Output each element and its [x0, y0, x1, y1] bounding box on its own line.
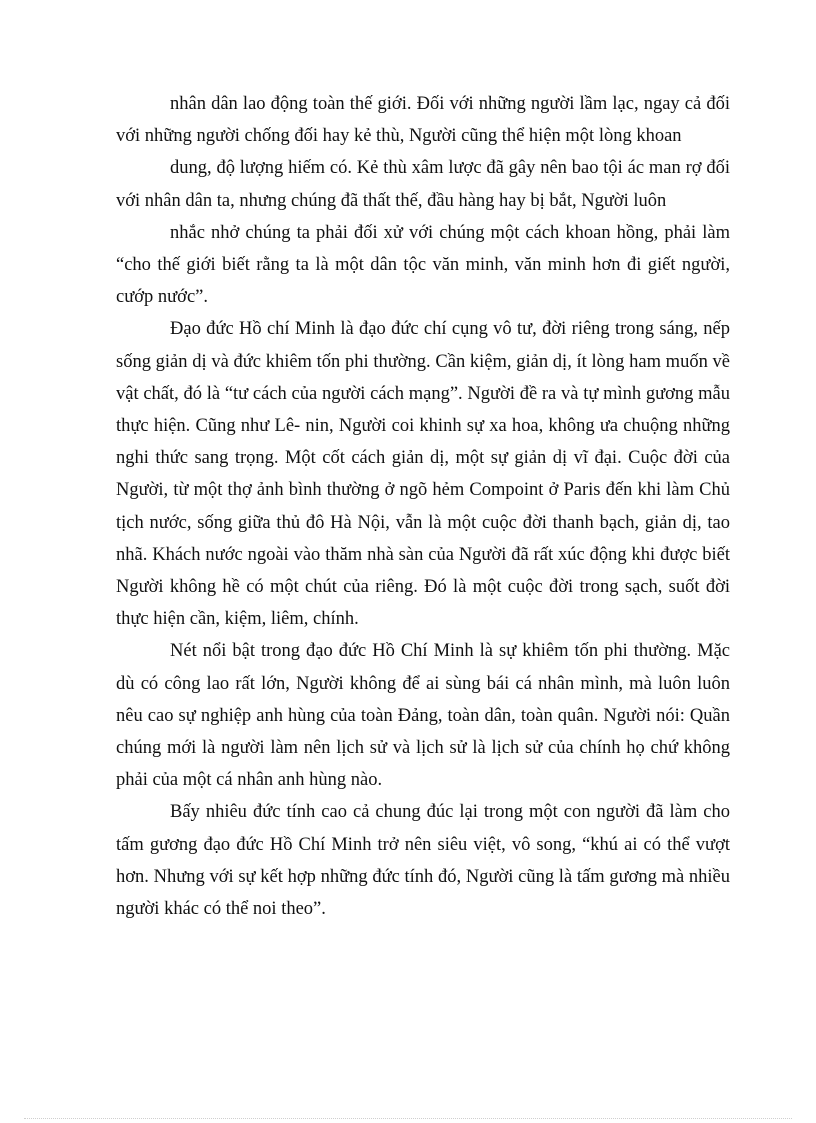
- page-bottom-divider: [24, 1118, 792, 1119]
- paragraph-5: Nét nổi bật trong đạo đức Hồ Chí Minh là sự khiêm tốn phi thường. Mặc dù có công lao rất lớn, Người không để ai sùng bái cá nhân mình, mà luôn luôn nêu cao sự nghiệp anh hùng của toàn Đảng, toàn dân, toàn quân. Người nói: Quần chúng mới là người làm nên lịch sử và lịch sử là lịch sử của chính họ chứ không phải của một cá nhân anh hùng nào.: [116, 641, 730, 791]
- body-text: [116, 88, 730, 925]
- paragraph-2: dung, độ lượng hiếm có. Kẻ thù xâm lược đã gây nên bao tội ác man rợ đối với nhân dân ta, nhưng chúng đã thất thế, đầu hàng hay bị bắt, Người luôn: [116, 158, 730, 211]
- paragraph-6: Bấy nhiêu đức tính cao cả chung đúc lại trong một con người đã làm cho tấm gương đạo đức Hồ Chí Minh trở nên siêu việt, vô song, “khú ai có thể vượt hơn. Nhưng với sự kết hợp những đức tính đó, Người cũng là tấm gương mà nhiều người khác có thể noi theo”.: [116, 802, 730, 920]
- paragraph-3: nhắc nhở chúng ta phải đối xử với chúng một cách khoan hồng, phải làm “cho thế giới biết rằng ta là một dân tộc văn minh, văn minh hơn đi giết người, cướp nước”.: [116, 222, 730, 308]
- paragraph-4: Đạo đức Hồ chí Minh là đạo đức chí cụng vô tư, đời riêng trong sáng, nếp sống giản dị và đức khiêm tốn phi thường. Cần kiệm, giản dị, ít lòng ham muốn về vật chất, đó là “tư cách của người cách mạng”. Người đề ra và tự mình gương mẫu thực hiện. Cũng như Lê- nin, Người coi khinh sự xa hoa, không ưa chuộng những nghi thức sang trọng. Một cốt cách giản dị, một sự giản dị vĩ đại. Cuộc đời của Người, từ một thợ ảnh bình thường ở ngõ hẻm Compoint ở Paris đến khi làm Chủ tịch nước, sống giữa thủ đô Hà Nội, vẫn là một cuộc đời thanh bạch, giản dị, tao nhã. Khách nước ngoài vào thăm nhà sàn của Người đã rất xúc động khi được biết Người không hề có một chút của riêng. Đó là một cuộc đời trong sạch, suốt đời thực hiện cần, kiệm, liêm, chính.: [116, 319, 730, 630]
- paragraph-1: nhân dân lao động toàn thế giới. Đối với những người lầm lạc, ngay cả đối với những người chống đối hay kẻ thù, Người cũng thể hiện một lòng khoan: [116, 94, 730, 147]
